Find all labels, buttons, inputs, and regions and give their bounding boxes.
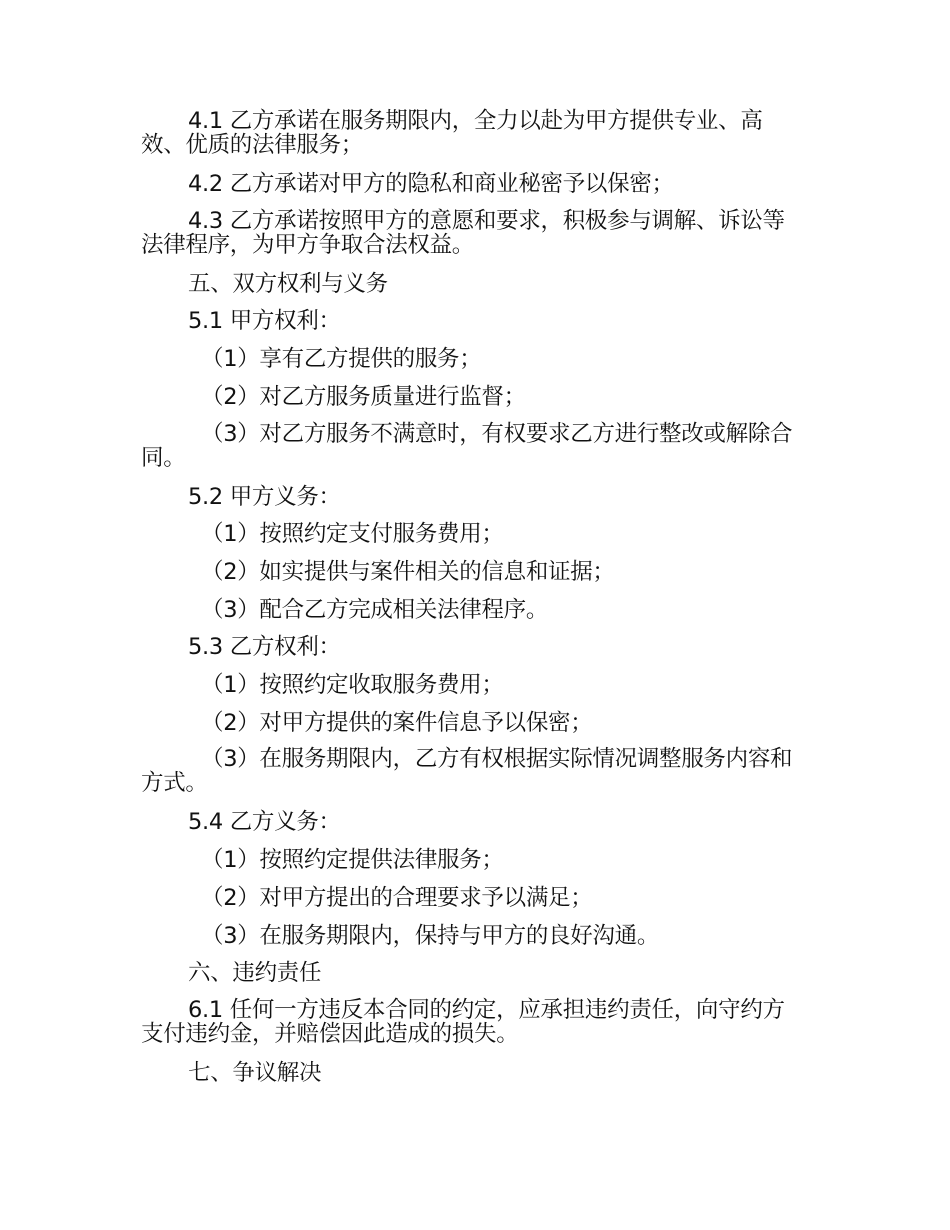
clause-4-2: 4.2 乙方承诺对甲方的隐私和商业秘密予以保密； [188, 171, 674, 197]
document-body [141, 104, 803, 1093]
clause-5-3-item-1: （1）按照约定收取服务费用； [201, 672, 504, 699]
section-heading-6: 六、违约责任 [188, 960, 322, 987]
clause-4-3: 4.3 乙方承诺按照甲方的意愿和要求，积极参与调解、诉讼等法律程序，为甲方争取合法权益。 [141, 207, 785, 258]
clause-5-2-item-3: （3）配合乙方完成相关法律程序。 [201, 596, 549, 623]
clause-5-2: 5.2 甲方义务： [188, 483, 341, 510]
clause-4-1: 4.1 乙方承诺在服务期限内，全力以赴为甲方提供专业、高效、优质的法律服务； [141, 108, 763, 158]
clause-5-1-item-2: （2）对乙方服务质量进行监督； [201, 383, 526, 410]
section-heading-5: 五、双方权利与义务 [188, 270, 388, 297]
clause-5-3-item-2: （2）对甲方提供的案件信息予以保密； [201, 709, 593, 736]
clause-5-2-item-2: （2）如实提供与案件相关的信息和证据； [201, 558, 615, 585]
section-heading-7: 七、争议解决 [188, 1059, 322, 1086]
clause-5-1-item-3: （3）对乙方服务不满意时，有权要求乙方进行整改或解除合同。 [141, 420, 793, 471]
clause-5-4-item-2: （2）对甲方提出的合理要求予以满足； [201, 884, 593, 911]
clause-5-1-item-1: （1）享有乙方提供的服务； [201, 346, 482, 373]
clause-5-1: 5.1 甲方权利： [188, 308, 341, 335]
clause-5-4: 5.4 乙方义务： [188, 809, 341, 836]
clause-5-4-item-1: （1）按照约定提供法律服务； [201, 847, 504, 874]
clause-5-4-item-3: （3）在服务期限内，保持与甲方的良好沟通。 [201, 922, 660, 949]
clause-5-2-item-1: （1）按照约定支付服务费用； [201, 521, 504, 548]
clause-5-3: 5.3 乙方权利： [188, 634, 341, 661]
clause-5-3-item-3: （3）在服务期限内，乙方有权根据实际情况调整服务内容和方式。 [141, 746, 793, 797]
clause-6-1: 6.1 任何一方违反本合同的约定，应承担违约责任，向守约方支付违约金，并赔偿因此造成的损失。 [141, 996, 785, 1047]
